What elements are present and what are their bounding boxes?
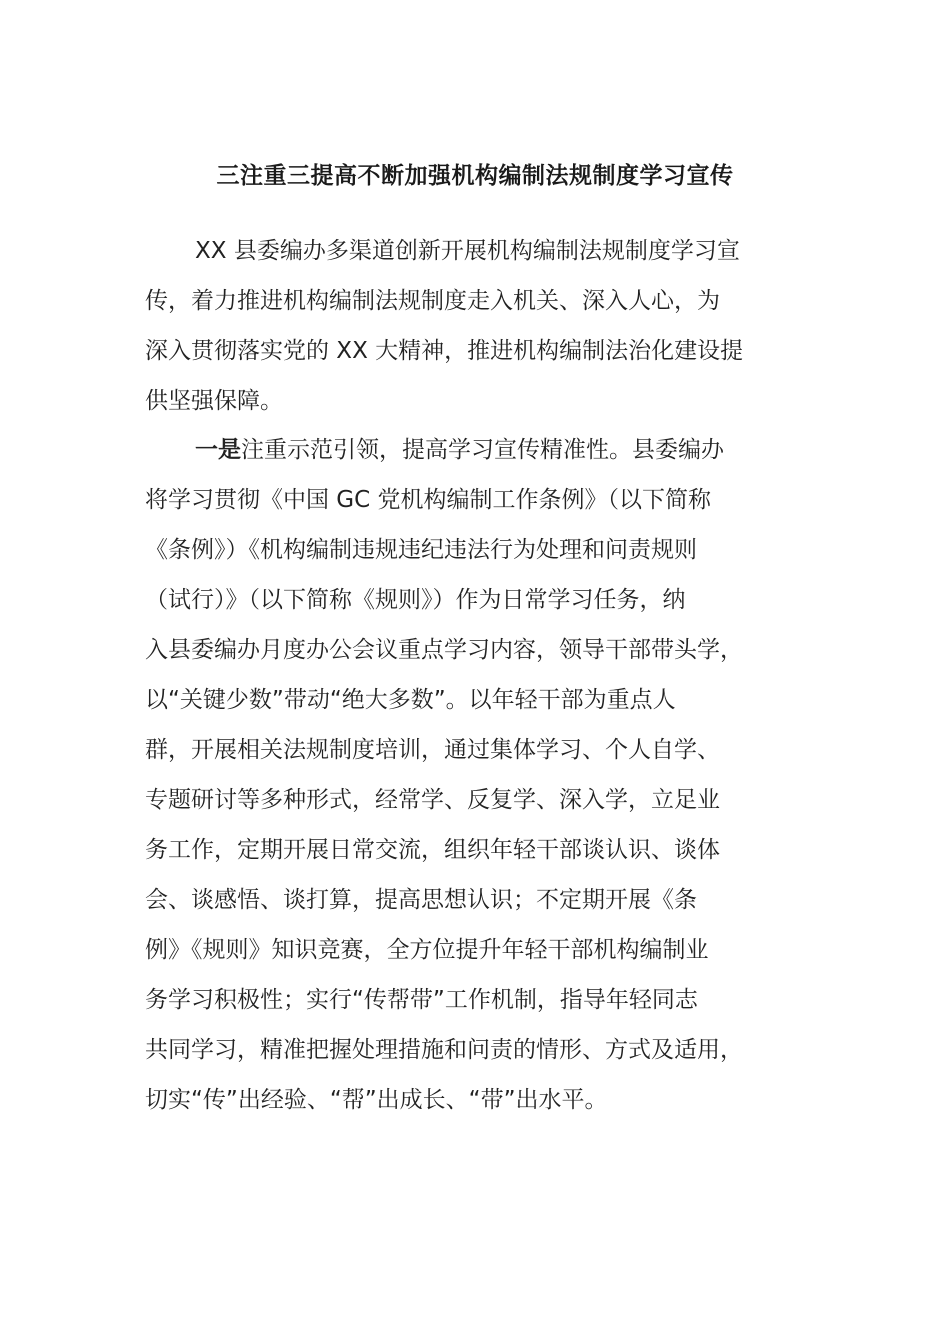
paragraph-line: 群，开展相关法规制度培训，通过集体学习、个人自学、 [145,737,720,763]
paragraph-line: 以“关键少数”带动“绝大多数”。以年轻干部为重点人 [145,687,676,713]
point-lead-text: 注重示范引领，提高学习宣传精准性。县委编办 [241,437,724,463]
paragraph-line: 共同学习，精准把握处理措施和问责的情形、方式及适用， [145,1037,743,1063]
paragraph-line: XX 县委编办多渠道创新开展机构编制法规制度学习宣 [195,238,740,264]
paragraph-line: 深入贯彻落实党的 XX 大精神，推进机构编制法治化建设提 [145,338,744,364]
paragraph-line: 会、谈感悟、谈打算，提高思想认识；不定期开展《条 [145,887,697,913]
paragraph-line: （试行）》（以下简称《规则》）作为日常学习任务，纳 [145,587,686,613]
paragraph-line: 传，着力推进机构编制法规制度走入机关、深入人心，为 [145,288,720,314]
paragraph-line: 专题研讨等多种形式，经常学、反复学、深入学，立足业 [145,787,720,813]
paragraph-line [145,425,807,475]
paragraph-point-one [145,425,807,1125]
paragraph-line: 将学习贯彻《中国 GC 党机构编制工作条例》（以下简称 [145,487,712,513]
paragraph-line: 入县委编办月度办公会议重点学习内容，领导干部带头学， [145,637,743,663]
paragraph-line: 务学习积极性；实行“传帮带”工作机制，指导年轻同志 [145,987,698,1013]
paragraph-line: 供坚强保障。 [145,388,283,414]
paragraph-line: 切实“传”出经验、“帮”出成长、“带”出水平。 [145,1087,608,1113]
point-lead-label: 一是 [195,437,241,463]
paragraph-line: 例》《规则》知识竞赛，全方位提升年轻干部机构编制业 [145,937,709,963]
document-title: 三注重三提高不断加强机构编制法规制度学习宣传 [216,163,734,189]
paragraph-intro [145,226,807,426]
paragraph-line: 务工作，定期开展日常交流，组织年轻干部谈认识、谈体 [145,837,720,863]
paragraph-line: 《条例》）《机构编制违规违纪违法行为处理和问责规则 [145,537,697,563]
